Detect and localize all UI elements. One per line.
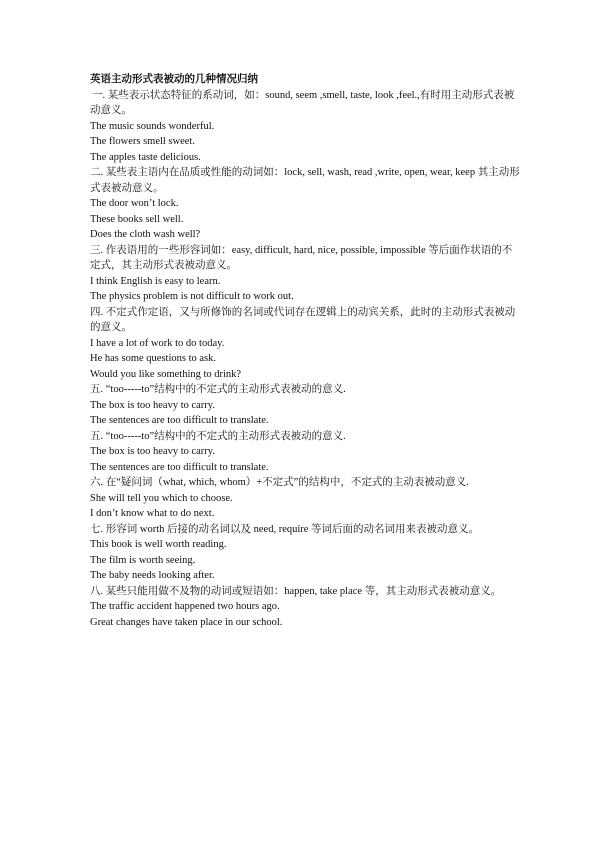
text-line: 八. 某些只能用做不及物的动词或短语如：happen, take place 等，其主动形式表被动意义。 [90,585,502,597]
text-line: Would you like something to drink? [90,368,242,380]
text-line: These books sell well. [90,213,184,225]
text-line: The traffic accident happened two hours ago. [90,601,280,612]
text-line: The apples taste delicious. [90,151,201,163]
text-line: The sentences are too difficult to translate. [90,461,269,473]
text-line: I don’t know what to do next. [90,508,215,519]
document-page [90,72,520,630]
text-line: 五. “too-----to”结构中的不定式的主动形式表被动的意义. [90,430,346,442]
text-line: The baby needs looking after. [90,570,215,581]
text-line: She will tell you which to choose. [90,492,233,504]
text-line: The door won’t lock. [90,198,179,209]
text-line: Does the cloth wash well? [90,229,201,240]
text-line: I have a lot of work to do today. [90,337,225,349]
text-line: The sentences are too difficult to translate. [90,415,269,426]
document-title: 英语主动形式表被动的几种情况归纳 [90,73,258,85]
text-line: 三. 作表语用的一些形容词如：easy, difficult, hard, nice, possible, impossible 等后面作状语的不定式，其主动形式表被动意义。 [90,244,513,271]
text-line: I think English is easy to learn. [90,275,221,287]
text-line: 四. 不定式作定语，又与所修饰的名词或代词存在逻辑上的动宾关系，此时的主动形式表被动的意义。 [90,306,516,333]
document-body [90,88,520,631]
text-line: Great changes have taken place in our school. [90,616,283,628]
text-line: 一. 某些表示状态特征的系动词，如：sound, seem ,smell, taste, look ,feel.,有时用主动形式表被动意义。 [90,89,515,116]
text-line: 二. 某些表主语内在品质或性能的动词如：lock, sell, wash, read ,write, open, wear, keep 其主动形式表被动意义。 [90,167,520,194]
text-line: The music sounds wonderful. [90,120,215,132]
text-line: He has some questions to ask. [90,353,216,364]
text-line: The flowers smell sweet. [90,136,195,147]
text-line: This book is well worth reading. [90,539,227,550]
text-line: 五. “too-----to”结构中的不定式的主动形式表被动的意义. [90,384,346,395]
text-line: The physics problem is not difficult to work out. [90,291,294,302]
text-line: The box is too heavy to carry. [90,399,215,411]
text-line: 六. 在“疑问词（what, which, whom）+不定式”的结构中，不定式的主动表被动意义. [90,477,469,488]
text-line: The box is too heavy to carry. [90,446,215,457]
text-line: 七. 形容词 worth 后接的动名词以及 need, require 等词后面的动名词用来表被动意义。 [90,523,480,535]
text-line: The film is worth seeing. [90,554,196,566]
